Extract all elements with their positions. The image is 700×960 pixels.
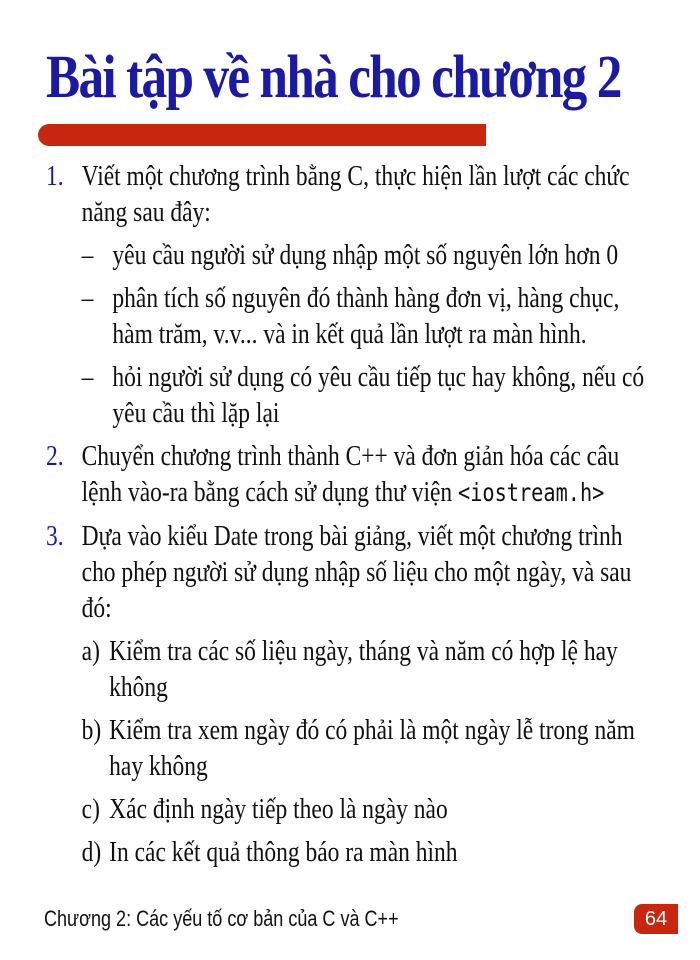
item-text: Viết một chương trình bằng C, thực hiện lần lượt các chức năng sau đây: — [81, 160, 630, 228]
sub-item-text: Kiểm tra các số liệu ngày, tháng và năm có hợp lệ hay không — [109, 635, 618, 703]
sub-item — [46, 834, 662, 870]
exercise-list — [46, 158, 662, 877]
sub-item — [46, 359, 662, 431]
footer-chapter-title: Chương 2: Các yếu tố cơ bản của C và C++ — [44, 906, 399, 931]
exercise-item — [46, 518, 662, 626]
slide-title: Bài tập về nhà cho chương 2 — [46, 44, 621, 111]
sub-item-text: hỏi người sử dụng có yêu cầu tiếp tục hay không, nếu có yêu cầu thì lặp lại — [112, 361, 645, 429]
sub-item-text: Kiểm tra xem ngày đó có phải là một ngày lễ trong năm hay không — [109, 714, 635, 782]
sub-item-text: In các kết quả thông báo ra màn hình — [109, 836, 458, 868]
sub-item-text: phân tích số nguyên đó thành hàng đơn vị, hàng chục, hàm trăm, v.v... và in kết quả lần lượt ra màn hình. — [112, 282, 620, 350]
dash-marker: – — [81, 282, 94, 314]
item-number: 1. — [46, 160, 64, 192]
sub-item-text: yêu cầu người sử dụng nhập một số nguyên lớn hơn 0 — [112, 239, 619, 271]
letter-marker: b) — [81, 714, 102, 746]
sub-item — [46, 791, 662, 827]
page-number-badge: 64 — [634, 904, 678, 934]
sub-item — [46, 237, 662, 273]
exercise-item — [46, 158, 662, 230]
exercise-item — [46, 438, 662, 511]
sub-item — [46, 280, 662, 352]
letter-marker: c) — [81, 793, 100, 825]
item-number: 2. — [46, 440, 64, 472]
sub-item — [46, 712, 662, 784]
item-number: 3. — [46, 520, 64, 552]
code-library-name: <iostream.h> — [458, 478, 605, 507]
letter-marker: d) — [81, 836, 102, 868]
title-underline-bar — [38, 124, 486, 146]
letter-marker: a) — [81, 635, 100, 667]
sub-item-text: Xác định ngày tiếp theo là ngày nào — [109, 793, 448, 825]
dash-marker: – — [81, 239, 94, 271]
dash-marker: – — [81, 361, 94, 393]
item-text: Chuyển chương trình thành C++ và đơn giản hóa các câu lệnh vào-ra bằng cách sử dụng thư viện — [81, 440, 620, 508]
item-text: Dựa vào kiểu Date trong bài giảng, viết một chương trình cho phép người sử dụng nhập số liệu cho một ngày, và sau đó: — [81, 520, 632, 624]
sub-item — [46, 633, 662, 705]
